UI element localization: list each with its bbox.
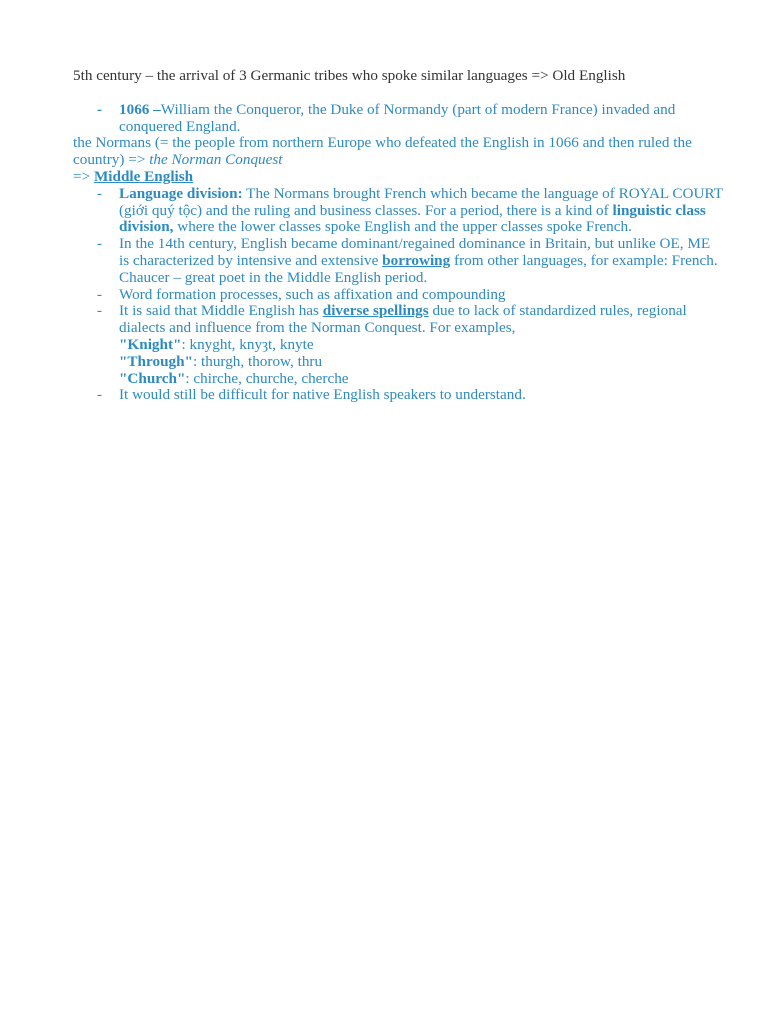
bullet-dash: - <box>97 235 103 253</box>
list-item-difficulty <box>73 387 723 404</box>
bullet-dash: - <box>97 100 103 118</box>
example-knight <box>119 337 723 354</box>
document-page <box>73 68 723 404</box>
language-division-text-end: where the lower classes spoke English and the upper classes spoke French. <box>173 218 632 236</box>
spellings-text-end: due to lack of standardized rules, regional dialects and influence from the Norman Conquest. For examples, <box>119 302 687 337</box>
list-item-word-formation <box>73 287 723 304</box>
year-label: 1066 – <box>119 100 161 118</box>
intro-line: 5th century – the arrival of 3 Germanic tribes who spoke similar languages => Old English <box>73 67 626 84</box>
word-formation-text: Word formation processes, such as affixation and compounding <box>119 285 506 303</box>
list-item-1066 <box>73 102 723 136</box>
difficulty-text: It would still be difficult for native English speakers to understand. <box>119 386 526 404</box>
normans-text: the Normans (= the people from northern Europe who defeated the English in 1066 and then ruled the country) => <box>73 134 692 169</box>
bullet-dash: - <box>97 285 103 303</box>
middle-english-heading: Middle English <box>93 167 194 185</box>
bullet-dash: - <box>97 184 103 202</box>
bullet-dash: - <box>97 302 103 320</box>
norman-conquest-term: the Norman Conquest <box>149 151 283 169</box>
spellings-text: It is said that Middle English has <box>119 302 323 320</box>
example-forms: : knyght, knyȝt, knyte <box>181 335 314 353</box>
list-item-diverse-spellings <box>73 303 723 387</box>
borrowing-text: In the 14th century, English became dominant/regained dominance in Britain, but unlike OE, ME is characterized by intensive and extensive <box>119 235 711 269</box>
example-word: "Knight" <box>119 335 182 353</box>
example-word: "Church" <box>119 369 186 387</box>
section-heading <box>73 169 723 186</box>
list-item-borrowing <box>73 236 723 286</box>
borrowing-text-end: from other languages, for example: French. Chaucer – great poet in the Middle English period. <box>119 251 718 286</box>
language-division-label: Language division: <box>119 184 243 202</box>
example-through <box>119 354 723 371</box>
example-word: "Through" <box>119 352 193 370</box>
example-forms: : chirche, churche, cherche <box>185 369 349 387</box>
borrowing-term: borrowing <box>382 251 451 269</box>
language-division-text: The Normans brought French which became the language of ROYAL COURT (giới quý tộc) and the ruling and business classes. For a period, there is a kind of <box>119 184 723 219</box>
middle-english-list <box>73 186 723 404</box>
conquest-text: William the Conqueror, the Duke of Normandy (part of modern France) invaded and conquered England. <box>119 100 676 135</box>
normans-paragraph <box>73 135 723 169</box>
list-item-language-division <box>73 186 723 236</box>
event-list <box>73 102 723 136</box>
example-forms: : thurgh, thorow, thru <box>193 352 323 370</box>
example-church <box>119 371 723 388</box>
bullet-dash: - <box>97 386 103 404</box>
heading-arrow: => <box>73 167 94 185</box>
linguistic-class-division-term: linguistic class division, <box>119 201 706 236</box>
diverse-spellings-term: diverse spellings <box>322 302 429 320</box>
